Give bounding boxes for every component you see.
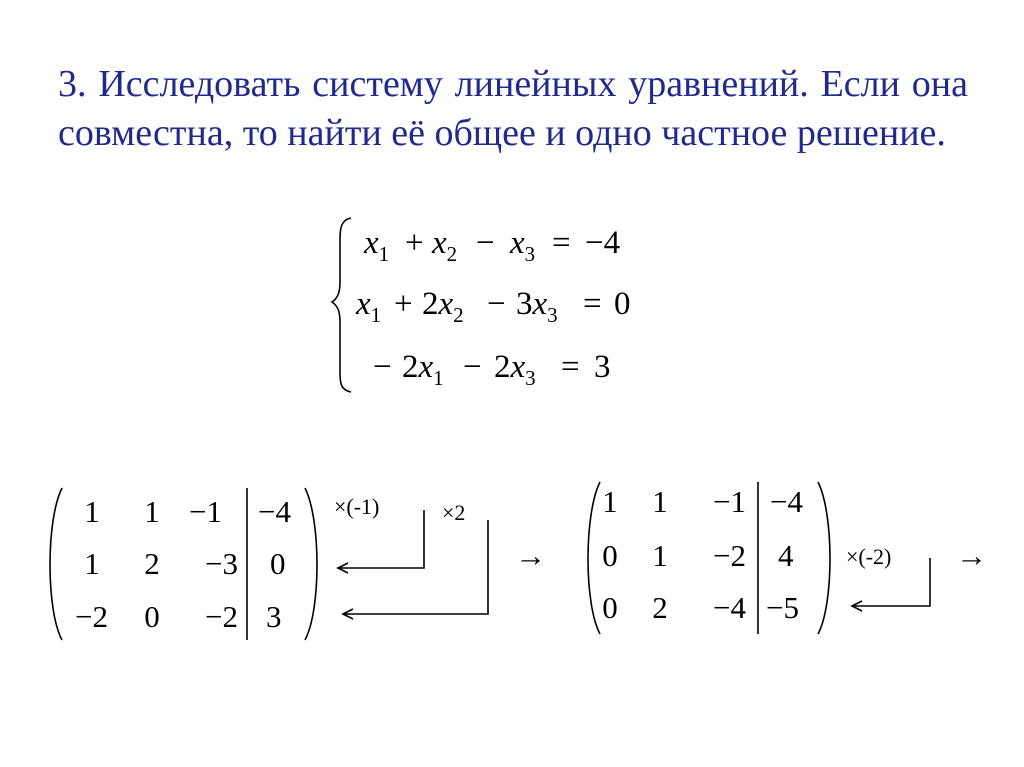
matrix2-cell: 1 (652, 484, 668, 519)
matrix2-cell: 0 (602, 590, 618, 625)
matrix2-cell: −2 (713, 538, 746, 573)
matrix2-cell: 1 (652, 538, 668, 573)
matrix2-right-paren (818, 482, 830, 634)
system-brace (332, 218, 351, 392)
equation-3: − $2x_1$ − $2x_3$ = 3 (373, 349, 611, 390)
equation-2: $x_1$ + $2x_2$ − $3x_3$ = 0 (356, 286, 631, 327)
transform-arrow-next: → (956, 538, 987, 573)
matrix1-cell: 1 (84, 494, 100, 529)
matrix1-cell: −2 (205, 599, 238, 634)
matrix1-cell: 0 (144, 599, 160, 634)
matrix1-cell: −2 (75, 599, 108, 634)
matrix2-cell: 2 (652, 590, 668, 625)
matrix2-cell: 4 (778, 538, 794, 573)
matrix1-cell: 1 (144, 494, 160, 529)
row-multiplier-minus-two: ×(-2) (846, 544, 892, 569)
matrix2-cell: 1 (602, 484, 618, 519)
equation-1: $x_1$ + $x_2$ − $x_3$ = −4 (364, 225, 621, 266)
matrix1-cell: 0 (270, 546, 286, 581)
transform-arrow: → (515, 538, 546, 573)
matrix1-right-paren (305, 488, 317, 640)
matrix2-cell: −4 (770, 484, 803, 519)
matrix1-cell: 1 (84, 546, 100, 581)
matrix2-cell: −1 (713, 484, 746, 519)
matrix2-left-paren (588, 482, 600, 634)
matrix2-cell: 0 (602, 538, 618, 573)
matrix2-cell: −5 (766, 590, 799, 625)
row-multiplier-two: ×2 (442, 500, 466, 525)
matrix1-cell: −3 (205, 546, 238, 581)
matrix1-cell: 3 (266, 599, 282, 634)
matrix1-cell: −1 (189, 494, 222, 529)
matrix1-cell: −4 (258, 494, 291, 529)
matrix1-left-paren (50, 488, 62, 640)
add-arrow-row3 (343, 520, 488, 614)
matrix2-cell: −4 (713, 590, 746, 625)
matrix1-cell: 2 (144, 546, 160, 581)
problem-statement: 3. Исследовать систему линейных уравнений. Если она совместна, то найти её общее и одно частное решение. (58, 63, 968, 154)
row-multiplier-minus-one: ×(-1) (334, 494, 380, 519)
